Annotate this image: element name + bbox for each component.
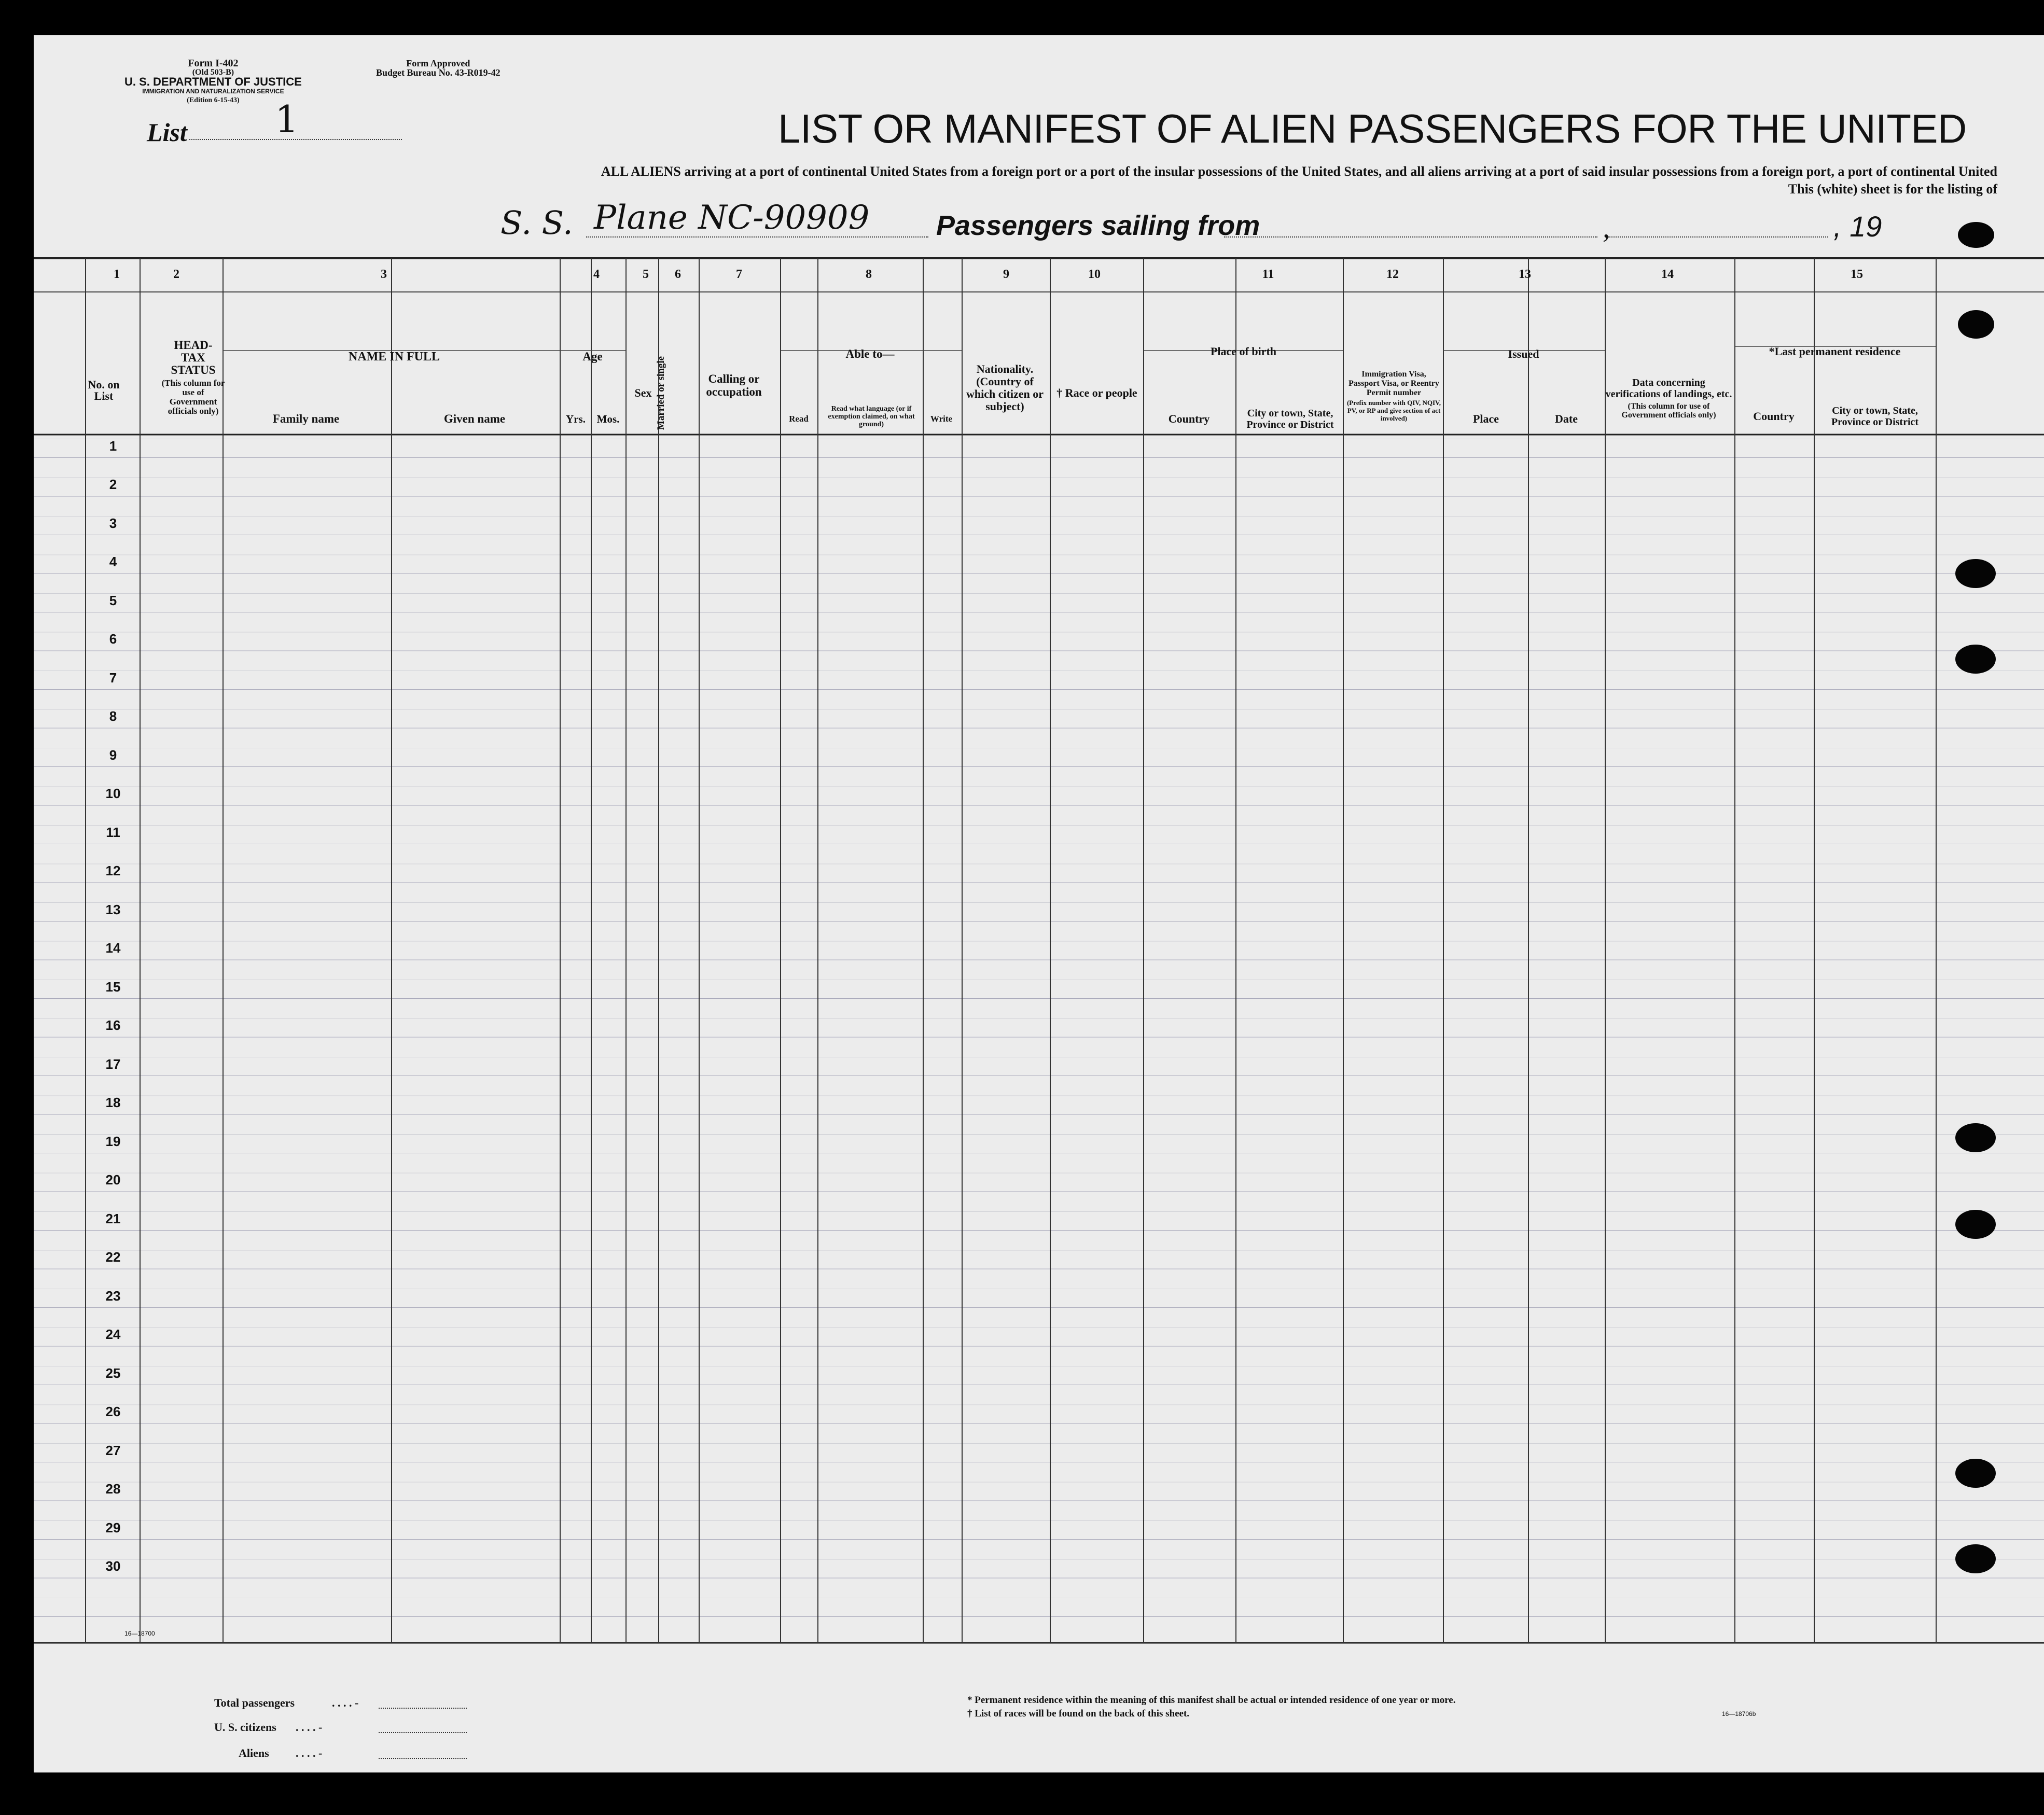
punch-hole [1958,310,1994,339]
sailing-comma: , [1603,212,1610,244]
us-dots: . . . . - [296,1721,323,1734]
column-number: 7 [736,268,742,281]
us-citizens-label: U. S. citizens [214,1721,276,1734]
header-issued-date: Date [1555,412,1578,425]
header-residence-country: Country [1753,410,1795,423]
punch-hole [1955,1544,1996,1573]
row-number: 21 [105,1210,121,1226]
column-number: 6 [675,268,681,281]
vessel-value[interactable]: Plane NC-90909 [594,199,870,237]
manifest-sheet [34,35,2044,1772]
row-number: 11 [106,824,120,840]
edition: (Edition 6-15-43) [187,96,240,104]
punch-hole [1955,1459,1996,1488]
column-number: 4 [593,268,600,281]
row-number: 7 [109,669,117,686]
header-given-name: Given name [443,412,506,425]
row-number: 4 [109,554,117,569]
visa-sub: (Prefix number with QIV, NQIV, PV, or RP and give section of act involved) [1346,398,1441,422]
list-label: List [147,118,187,147]
header-age-mos: Mos. [596,412,620,425]
row-number: 2 [109,477,117,492]
approved-line2: Budget Bureau No. 43-R019-42 [376,67,500,78]
column-number: 3 [381,268,387,281]
row-number: 6 [109,631,117,647]
print-code-left: 16—18700 [124,1630,155,1637]
page-title: LIST OR MANIFEST OF ALIEN PASSENGERS FOR THE UNITED [778,106,1967,151]
header-married-single: Married or single [656,356,666,430]
row-number: 14 [105,940,121,956]
row-number: 3 [109,515,117,531]
aliens-field[interactable] [379,1758,467,1759]
row-number: 12 [105,863,121,878]
punch-hole [1955,1123,1996,1152]
header-issued-place: Place [1472,412,1499,425]
row-number: 9 [109,747,117,763]
aliens-label: Aliens [239,1747,269,1760]
column-number: 8 [866,268,872,281]
department-name: U. S. DEPARTMENT OF JUSTICE [124,75,302,88]
header-write: Write [930,414,953,424]
punch-hole [1958,222,1994,248]
row-number: 26 [105,1404,121,1419]
header-name-in-full: NAME IN FULL [348,350,440,364]
row-number: 28 [105,1481,121,1497]
vessel-label: S. S. [500,204,573,242]
head-tax-label: HEAD-TAX STATUS [171,339,216,376]
row-number: 8 [109,708,117,724]
sailing-from-label: Passengers sailing from [936,210,1260,241]
old-form-number: (Old 503-B) [192,68,234,77]
row-number: 27 [105,1442,121,1458]
header-calling: Calling or occupation [706,372,762,398]
row-number: 20 [105,1172,121,1188]
verification-sub: (This column for use of Government officials only) [1621,402,1716,420]
total-dots: . . . . - [332,1696,359,1709]
service-name: IMMIGRATION AND NATURALIZATION SERVICE [142,88,284,95]
total-passengers-field[interactable] [379,1708,467,1709]
header-birth-country: Country [1168,412,1210,425]
footnote-star: * Permanent residence within the meaning of this manifest shall be actual or intended residence of one year or more. [967,1695,1456,1706]
header-able-to: Able to— [845,347,895,360]
row-number: 23 [105,1288,121,1304]
list-value[interactable]: 1 [275,97,299,141]
head-tax-sub: (This column for use of Government officials only) [161,378,225,416]
column-number: 11 [1262,268,1274,281]
punch-hole [1955,559,1996,588]
total-passengers-label: Total passengers [214,1696,295,1709]
header-nationality: Nationality. (Country of which citizen or subject) [966,362,1044,413]
row-number: 19 [105,1133,121,1149]
column-number: 5 [643,268,649,281]
row-number: 17 [105,1056,121,1072]
header-family-name: Family name [272,412,340,425]
header-residence-city: City or town, State, Province or District [1831,405,1919,428]
header-no-on-list: No. on List [88,378,120,402]
approved-line1: Form Approved [406,58,470,68]
subnote-line1: ALL ALIENS arriving at a port of continental United States from a foreign port or a port of the insular possessions of the United States, and all aliens arriving at a port of said insular possessions from a foreign port, a port of continental United [601,164,1997,179]
column-number: 13 [1519,268,1531,281]
header-visa [1346,336,1442,455]
punch-hole [1955,1210,1996,1239]
header-race: † Race or people [1056,386,1137,399]
footnote-dagger: † List of races will be found on the back of this sheet. [967,1708,1190,1719]
manifest-grid [34,35,2044,1772]
punch-hole [1955,645,1996,674]
row-number: 24 [105,1327,121,1342]
header-birth-city: City or town, State, Province or District [1246,408,1334,430]
column-number: 2 [173,268,179,281]
year-prefix: , 19 [1833,210,1882,243]
column-number: 9 [1003,268,1009,281]
header-age: Age [582,350,603,363]
column-number: 15 [1851,268,1863,281]
us-citizens-field[interactable] [379,1732,467,1733]
row-number: 10 [105,786,121,801]
row-number: 5 [109,592,117,608]
column-number: 1 [114,268,120,281]
row-number: 25 [105,1365,121,1381]
row-number: 22 [105,1249,121,1265]
print-code-right: 16—18706b [1722,1710,1756,1718]
visa-label: Immigration Visa, Passport Visa, or Reentry Permit number [1348,369,1439,397]
row-number: 13 [105,901,121,917]
subnote-line2: This (white) sheet is for the listing of [1788,182,1997,197]
header-data-verifications [1605,346,1732,450]
header-age-yrs: Yrs. [566,412,586,425]
aliens-dots: . . . . - [296,1747,323,1760]
form-number: Form I-402 [188,58,239,69]
row-number: 18 [105,1095,121,1110]
row-number: 29 [105,1519,121,1535]
header-read-language: Read what language (or if exemption claimed, on what ground) [828,404,915,428]
row-number: 16 [105,1017,121,1033]
column-number: 10 [1088,268,1101,281]
column-number: 14 [1661,268,1674,281]
column-number: 12 [1386,268,1399,281]
verification-label: Data concerning verifications of landings, etc. [1605,377,1732,400]
header-sex: Sex [634,386,652,399]
header-issued: Issued [1508,347,1539,360]
header-last-residence: *Last permanent residence [1769,345,1901,358]
row-number: 15 [105,979,121,995]
header-place-of-birth: Place of birth [1210,345,1277,358]
row-number: 30 [105,1558,121,1574]
row-number: 1 [109,438,117,454]
header-read: Read [789,414,809,424]
